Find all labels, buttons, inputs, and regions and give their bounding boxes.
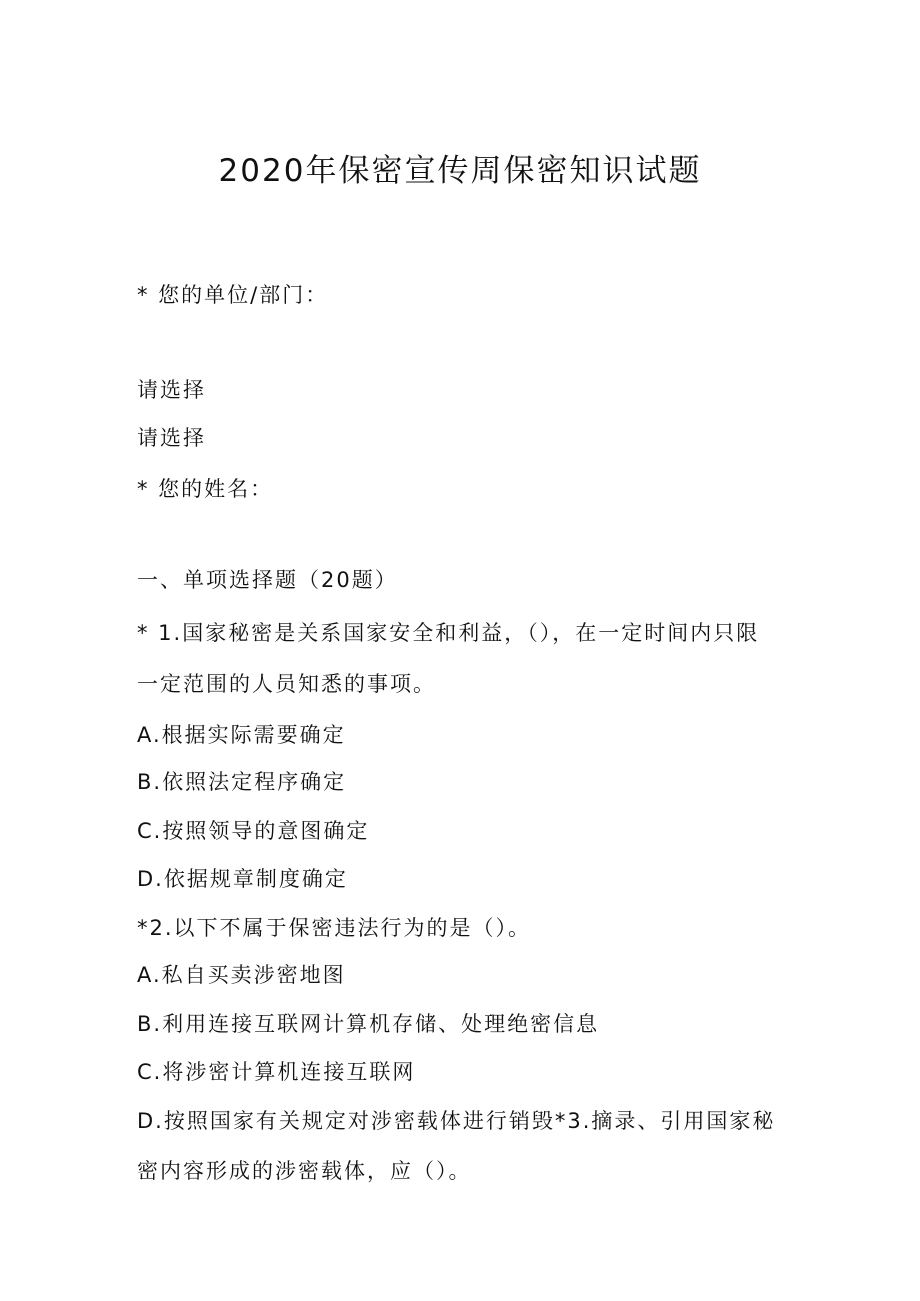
question-1-option-d: D.依据规章制度确定 xyxy=(137,867,348,891)
section-heading: 一、单项选择题（20题） xyxy=(137,568,398,592)
question-1-line-2: 一定范围的人员知悉的事项。 xyxy=(137,672,436,696)
unit-department-label: * 您的单位/部门： xyxy=(137,283,329,307)
question-3-continued: 密内容形成的涉密载体，应（）。 xyxy=(137,1159,472,1183)
unit-select-placeholder-2: 请选择 xyxy=(137,426,206,450)
question-2-option-a: A.私自买卖涉密地图 xyxy=(137,963,346,987)
question-1-option-c: C.按照领导的意图确定 xyxy=(137,819,370,843)
question-2-option-d-and-question-3-start: D.按照国家有关规定对涉密载体进行销毁*3.摘录、引用国家秘 xyxy=(137,1109,776,1133)
document-title: 2020年保密宣传周保密知识试题 xyxy=(218,153,702,189)
question-1-option-b: B.依照法定程序确定 xyxy=(137,770,347,794)
unit-select-placeholder: 请选择 xyxy=(137,378,206,402)
question-1-option-a: A.根据实际需要确定 xyxy=(137,723,346,747)
name-label: * 您的姓名： xyxy=(137,477,274,501)
question-2-option-b: B.利用连接互联网计算机存储、处理绝密信息 xyxy=(137,1012,600,1036)
question-1-line-1: * 1.国家秘密是关系国家安全和利益，（），在一定时间内只限 xyxy=(137,621,760,645)
question-2-option-c: C.将涉密计算机连接互联网 xyxy=(137,1060,416,1084)
question-2: *2.以下不属于保密违法行为的是（）。 xyxy=(137,916,532,940)
